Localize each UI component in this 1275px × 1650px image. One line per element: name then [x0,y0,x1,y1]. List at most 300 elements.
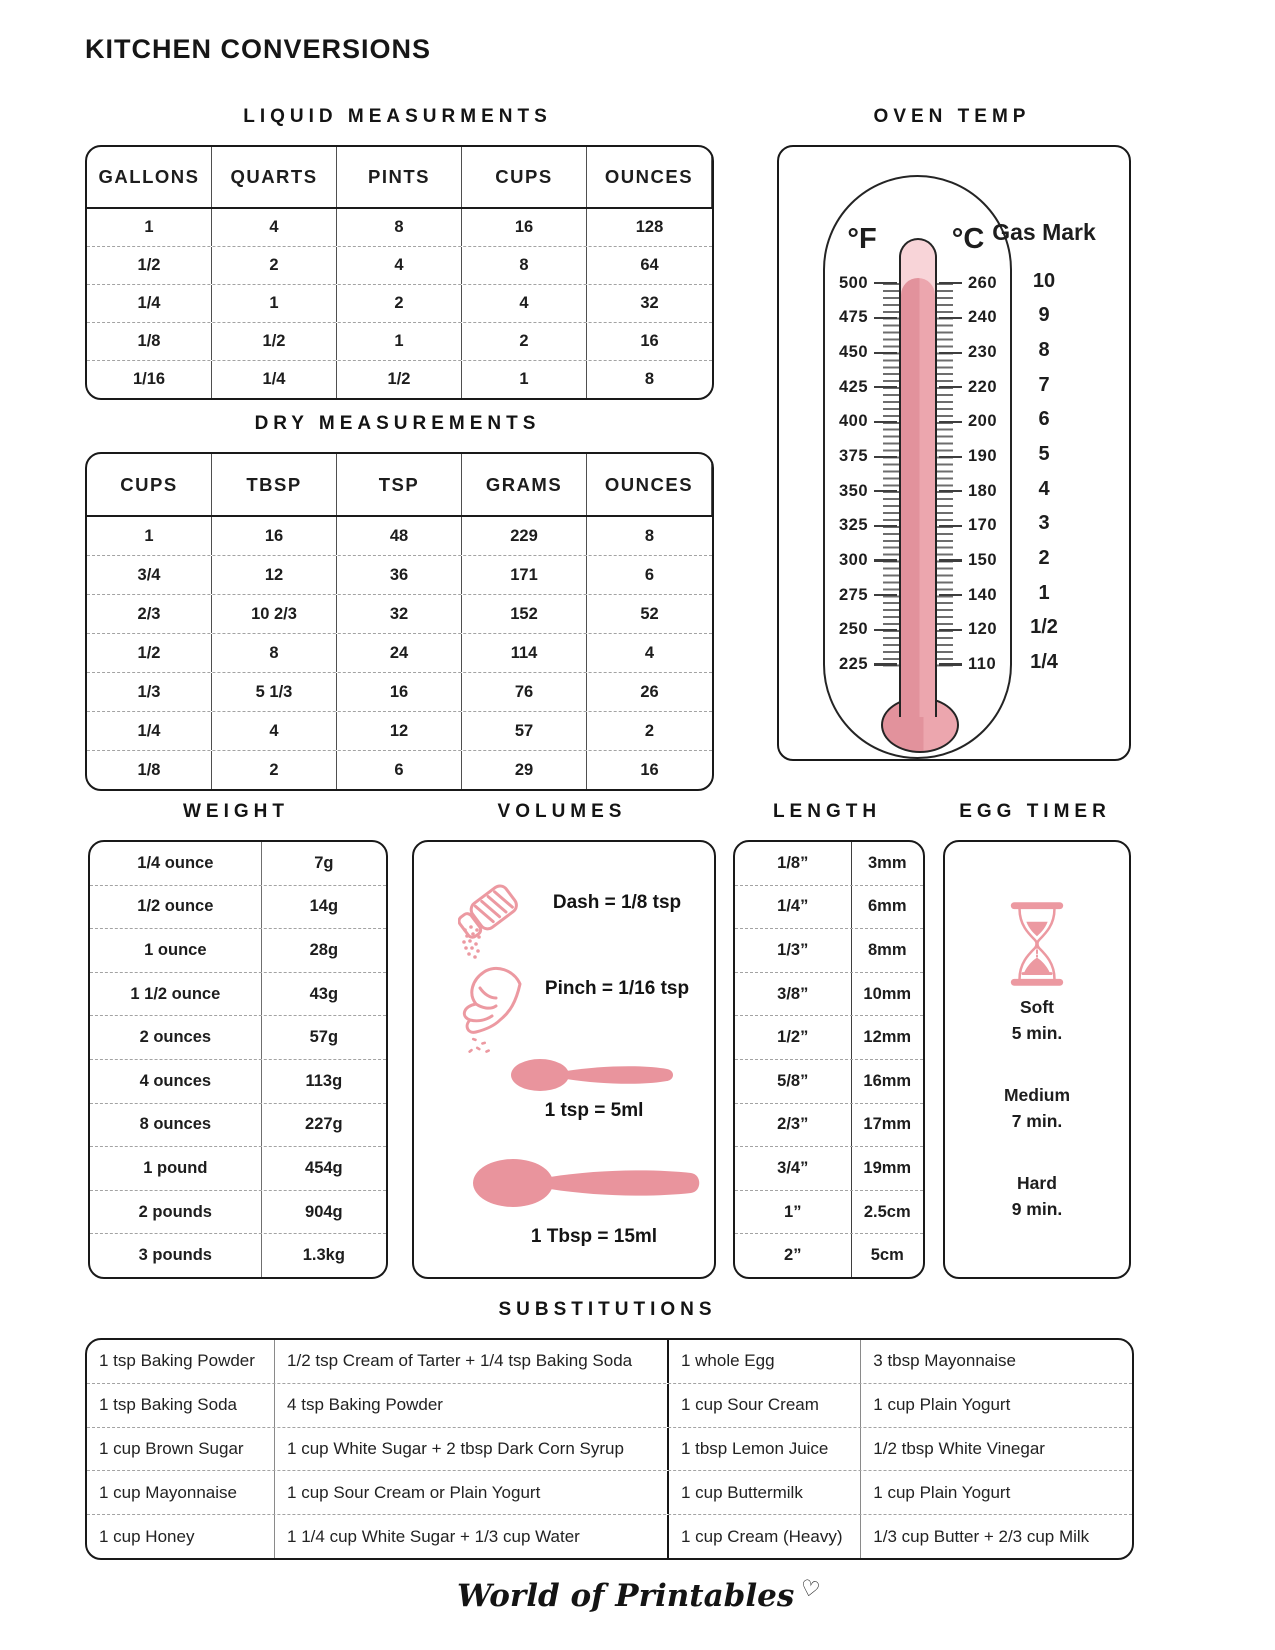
table-row [87,284,712,322]
scale-value: 325 [838,516,868,535]
major-tick [939,663,962,665]
table-row [90,972,386,1016]
major-tick [939,456,962,458]
cell: 1/8 [87,751,212,789]
table-row [90,1103,386,1147]
liquid-table-header [87,147,712,209]
cell: 904g [305,1202,343,1221]
table-row [735,1190,923,1234]
cell: 1/2 [87,247,212,284]
teaspoon-icon [510,1052,678,1098]
scale-value: 375 [838,447,868,466]
gas-mark-value: 4 [1038,477,1050,500]
cell: 3mm [868,853,907,872]
substitute-cell: 1/3 cup Butter + 2/3 cup Milk [860,1515,1132,1558]
scale-row [827,301,897,336]
substitutions-table-body [87,1340,1132,1558]
cell: 32 [337,595,462,633]
table-row [87,1514,1132,1558]
table-row [90,1015,386,1059]
scale-row [827,405,897,440]
gas-mark-value: 1 [1038,581,1050,604]
cell: 16 [462,209,587,246]
cell: 8 [644,526,655,545]
length-table-body [735,842,923,1277]
scale-value: 500 [838,273,868,292]
cell: 1/4 [87,712,212,750]
table-row [90,842,386,885]
cell: 8 ounces [90,1104,262,1147]
cell: 6 [644,565,655,584]
column-header: TBSP [212,454,337,515]
gas-mark-value: 1/4 [1030,651,1058,674]
substitute-cell: 4 tsp Baking Powder [274,1384,667,1427]
scale-row [939,474,1009,509]
scale-row [939,405,1009,440]
cell: 5cm [870,1246,904,1265]
cell: 5 1/3 [212,673,337,711]
gas-mark-value: 8 [1038,339,1050,362]
weight-table [88,840,388,1279]
table-row [87,672,712,711]
length-table [733,840,925,1279]
gas-mark-value: 6 [1038,408,1050,431]
egg-time-value: 9 min. [1011,1199,1063,1219]
cell: 3/4 [87,556,212,594]
egg-doneness-label: Medium [1003,1085,1071,1105]
cell: 1 pound [90,1147,262,1190]
pinch-label: Pinch = 1/16 tsp [544,978,690,999]
scale-row [827,474,897,509]
cell: 1 1/2 ounce [90,973,262,1016]
cell: 12mm [863,1028,912,1047]
substitute-cell: 1 cup Plain Yogurt [860,1384,1132,1427]
scale-value: 110 [968,655,997,674]
scale-row [939,509,1009,544]
tablespoon-label: 1 Tbsp = 15ml [530,1226,658,1247]
scale-row [939,578,1009,613]
ingredient-cell: 1 cup Sour Cream [667,1384,860,1427]
cell: 2 [462,323,587,360]
cell: 6 [337,751,462,789]
scale-value: 425 [838,377,868,396]
liquid-measurements-table [85,145,714,400]
cell: 1/4” [735,886,852,929]
major-tick [939,386,962,388]
substitute-cell: 1/2 tsp Cream of Tarter + 1/4 tsp Baking Soda [274,1340,667,1383]
scale-value: 120 [968,620,998,639]
cell: 36 [337,556,462,594]
egg-timer-section-title: EGG TIMER [959,801,1111,822]
cell: 1/3 [87,673,212,711]
cell: 1.3kg [302,1246,345,1265]
table-row [87,209,712,246]
ingredient-cell: 1 cup Honey [99,1526,195,1546]
gas-mark-value: 1/2 [1030,616,1058,639]
cell: 57g [309,1028,339,1047]
scale-row [827,335,897,370]
cell: 1 [87,209,212,246]
ingredient-cell: 1 whole Egg [667,1340,860,1383]
scale-value: 220 [968,377,998,396]
teaspoon-label: 1 tsp = 5ml [544,1100,644,1121]
dry-table-body [87,517,712,789]
table-row [735,928,923,972]
table-row [87,1340,1132,1383]
table-row [735,1233,923,1277]
cell: 4 [212,712,337,750]
cell: 1/4 [87,285,212,322]
volumes-panel [412,840,716,1279]
fahrenheit-scale [827,266,897,682]
cell: 64 [640,256,659,274]
ingredient-cell: 1 cup Mayonnaise [99,1482,237,1502]
major-tick [939,352,962,354]
gas-mark-label: Gas Mark [992,219,1096,245]
cell: 16 [640,760,659,779]
table-row [90,1059,386,1103]
thermometer-mercury [901,278,935,717]
table-row [87,1470,1132,1514]
table-row [87,1383,1132,1427]
table-row [735,972,923,1016]
substitute-cell: 1/2 tbsp White Vinegar [860,1428,1132,1471]
column-header: CUPS [87,454,212,515]
major-tick [939,559,962,561]
scale-value: 475 [838,308,868,327]
cell: 3/4” [735,1147,852,1190]
major-tick [874,490,897,492]
cell: 8 [337,209,462,246]
scale-row [939,370,1009,405]
cell: 1/2 [87,634,212,672]
major-tick [939,421,962,423]
scale-value: 180 [968,481,998,500]
gas-mark-value: 2 [1038,547,1050,570]
major-tick [939,594,962,596]
table-row [87,750,712,789]
egg-timer-panel [943,840,1131,1279]
thermometer-tube [899,238,937,717]
table-row [735,1059,923,1103]
cell: 14g [309,897,339,916]
cell: 17mm [863,1115,912,1134]
column-header: PINTS [337,147,462,207]
table-row [90,1146,386,1190]
major-tick [939,629,962,631]
cell: 1 [337,323,462,360]
scale-value: 140 [968,585,998,604]
table-row [87,322,712,360]
scale-value: 275 [838,585,868,604]
cell: 1/3” [735,929,852,972]
cell: 24 [337,634,462,672]
gas-mark-value: 5 [1038,443,1050,466]
dash-label: Dash = 1/8 tsp [552,892,682,913]
tablespoon-icon [472,1150,706,1216]
scale-row [827,370,897,405]
cell: 48 [337,517,462,555]
oven-section-title: OVEN TEMP [873,106,1031,127]
dry-table-header [87,454,712,517]
cell: 2” [735,1234,852,1277]
table-row [90,1190,386,1234]
cell: 3 pounds [90,1234,262,1277]
major-tick [874,282,897,284]
cell: 1/2 ounce [90,886,262,929]
table-row [735,842,923,885]
dry-measurements-table [85,452,714,791]
cell: 16 [212,517,337,555]
cell: 8mm [868,940,907,959]
scale-row [939,266,1009,301]
cell: 16 [640,332,659,350]
substitute-cell: 1 cup White Sugar + 2 tbsp Dark Corn Syrup [274,1428,667,1471]
cell: 76 [462,673,587,711]
cell: 1 [87,517,212,555]
ingredient-cell: 1 cup Cream (Heavy) [667,1515,860,1558]
ingredient-cell: 1 tsp Baking Soda [99,1395,237,1415]
volumes-section-title: VOLUMES [497,801,627,822]
cell: 1/2 [212,323,337,360]
hourglass-icon [1005,900,1069,988]
cell: 8 [212,634,337,672]
scale-row [827,543,897,578]
major-tick [874,629,897,631]
major-tick [939,317,962,319]
scale-row [827,509,897,544]
substitute-cell: 1 cup Sour Cream or Plain Yogurt [274,1471,667,1514]
cell: 26 [640,682,659,701]
scale-value: 260 [968,273,998,292]
cell: 128 [635,218,664,236]
cell: 3/8” [735,973,852,1016]
table-row [90,928,386,972]
heart-icon: ♡ [797,1574,823,1604]
pinch-hand-icon [450,958,524,1054]
gas-mark-value: 7 [1038,373,1050,396]
cell: 229 [462,517,587,555]
cell: 114 [462,634,587,672]
substitute-cell: 3 tbsp Mayonnaise [860,1340,1132,1383]
egg-time-value: 7 min. [1011,1111,1063,1131]
celsius-label: °C [951,223,985,255]
cell: 29 [462,751,587,789]
scale-value: 230 [968,343,998,362]
column-header: TSP [337,454,462,515]
major-tick [939,282,962,284]
celsius-scale [939,266,1009,682]
cell: 1 ounce [90,929,262,972]
egg-timer-item [1012,994,1063,1046]
cell: 10 2/3 [212,595,337,633]
weight-table-body [90,842,386,1277]
cell: 1/4 [212,361,337,398]
scale-value: 400 [838,412,868,431]
scale-row [827,439,897,474]
cell: 5/8” [735,1060,852,1103]
substitutions-table [85,1338,1134,1560]
table-row [87,1427,1132,1471]
column-header: GRAMS [462,454,587,515]
dry-section-title: DRY MEASUREMENTS [254,413,541,434]
cell: 8 [462,247,587,284]
substitute-cell: 1 cup Plain Yogurt [860,1471,1132,1514]
major-tick [874,594,897,596]
scale-row [827,266,897,301]
gas-mark-value: 3 [1038,512,1050,535]
column-header: GALLONS [87,147,212,207]
scale-value: 300 [838,551,868,570]
cell: 1” [735,1191,852,1234]
major-tick [874,456,897,458]
cell: 32 [640,294,659,312]
column-header: OUNCES [587,147,712,207]
egg-timer-item [1012,1170,1063,1222]
table-row [735,885,923,929]
major-tick [874,663,897,665]
egg-time-value: 5 min. [1011,1023,1063,1043]
table-row [735,1146,923,1190]
scale-row [939,301,1009,336]
cell: 2 pounds [90,1191,262,1234]
cell: 8 [644,370,655,388]
thermometer-icon [823,175,1012,759]
fahrenheit-label: °F [847,223,877,255]
cell: 1/8” [735,842,852,885]
gas-mark-value: 9 [1038,304,1050,327]
scale-row [827,613,897,648]
cell: 10mm [863,984,912,1003]
major-tick [939,525,962,527]
table-row [87,246,712,284]
cell: 2 ounces [90,1016,262,1059]
scale-row [939,543,1009,578]
column-header: CUPS [462,147,587,207]
cell: 52 [640,604,659,623]
liquid-section-title: LIQUID MEASURMENTS [243,106,552,127]
cell: 152 [462,595,587,633]
scale-value: 240 [968,308,998,327]
cell: 16 [337,673,462,711]
cell: 6mm [868,897,907,916]
cell: 2 [337,285,462,322]
cell: 7g [314,853,334,872]
substitute-cell: 1 1/4 cup White Sugar + 1/3 cup Water [274,1515,667,1558]
cell: 2.5cm [863,1202,911,1221]
scale-value: 200 [968,412,998,431]
cell: 227g [305,1115,343,1134]
cell: 2 [212,247,337,284]
table-row [87,517,712,555]
cell: 4 [462,285,587,322]
cell: 1/16 [87,361,212,398]
cell: 28g [309,940,339,959]
major-tick [939,490,962,492]
table-row [87,633,712,672]
salt-shaker-icon [458,872,530,960]
scale-row [939,439,1009,474]
cell: 16mm [863,1071,912,1090]
egg-timer-item [1004,1082,1070,1134]
gas-mark-value: 10 [1032,269,1056,292]
scale-row [939,647,1009,682]
egg-doneness-label: Soft [1019,997,1054,1017]
table-row [90,1233,386,1277]
major-tick [874,352,897,354]
scale-row [827,578,897,613]
cell: 2 [644,721,655,740]
brand-text: World of Printables [456,1578,795,1614]
cell: 1/2” [735,1016,852,1059]
table-row [87,360,712,398]
table-row [90,885,386,929]
cell: 1/8 [87,323,212,360]
scale-value: 450 [838,343,868,362]
table-row [735,1103,923,1147]
page-title: KITCHEN CONVERSIONS [85,34,432,64]
ingredient-cell: 1 cup Buttermilk [667,1471,860,1514]
substitutions-section-title: SUBSTITUTIONS [498,1299,717,1320]
cell: 2/3 [87,595,212,633]
major-tick [874,317,897,319]
scale-row [939,335,1009,370]
cell: 1 [212,285,337,322]
column-header: OUNCES [587,454,712,515]
major-tick [874,386,897,388]
major-tick [874,525,897,527]
cell: 2 [212,751,337,789]
scale-value: 225 [838,655,868,674]
major-tick [874,421,897,423]
cell: 57 [462,712,587,750]
cell: 4 [212,209,337,246]
cell: 12 [337,712,462,750]
scale-value: 250 [838,620,868,639]
length-section-title: LENGTH [772,801,882,822]
cell: 4 [644,643,655,662]
cell: 43g [309,984,339,1003]
oven-temp-panel [777,145,1131,761]
cell: 1/4 ounce [90,842,262,885]
table-row [87,555,712,594]
brand-logo [0,1574,1275,1614]
scale-row [939,613,1009,648]
weight-section-title: WEIGHT [183,801,289,822]
scale-value: 350 [838,481,868,500]
cell: 171 [462,556,587,594]
ingredient-cell: 1 tbsp Lemon Juice [667,1428,860,1471]
scale-row [827,647,897,682]
ingredient-cell: 1 tsp Baking Powder [99,1351,255,1371]
cell: 1/2 [337,361,462,398]
column-header: QUARTS [212,147,337,207]
cell: 19mm [863,1158,912,1177]
ingredient-cell: 1 cup Brown Sugar [99,1438,244,1458]
cell: 113g [305,1071,343,1090]
scale-value: 150 [968,551,998,570]
major-tick [874,559,897,561]
cell: 2/3” [735,1104,852,1147]
table-row [87,594,712,633]
scale-value: 170 [968,516,998,535]
cell: 454g [305,1158,343,1177]
scale-value: 190 [968,447,998,466]
liquid-table-body [87,209,712,398]
cell: 4 ounces [90,1060,262,1103]
egg-doneness-label: Hard [1017,1173,1057,1193]
cell: 12 [212,556,337,594]
